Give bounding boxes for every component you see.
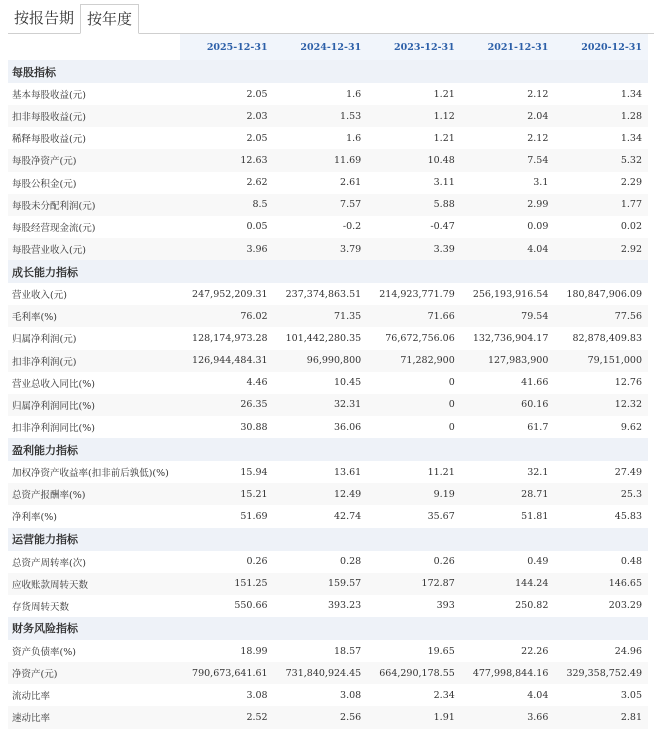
value-cell: 12.49 <box>274 483 368 505</box>
value-cell: 7.57 <box>274 194 368 216</box>
value-cell: 146.65 <box>554 573 648 595</box>
value-cell: 2.99 <box>461 194 555 216</box>
value-cell: 8.5 <box>180 194 274 216</box>
table-header-row <box>8 34 648 60</box>
column-header: 2021-12-31 <box>461 34 555 60</box>
value-cell: 1.21 <box>433 132 455 144</box>
value-cell: 237,374,863.51 <box>285 288 362 300</box>
table-body <box>8 34 648 729</box>
value-cell: 2.03 <box>180 105 274 127</box>
table-row <box>8 505 648 527</box>
section-header-row <box>8 438 648 461</box>
table-row <box>8 551 648 573</box>
value-cell: 4.04 <box>527 689 549 701</box>
value-cell: 0.48 <box>620 556 642 568</box>
value-cell: 2.05 <box>246 132 268 144</box>
value-cell: 247,952,209.31 <box>192 288 268 300</box>
value-cell: 4.46 <box>246 377 268 389</box>
row-label: 净利率(%) <box>12 512 57 524</box>
row-label: 扣非净利润(元) <box>8 350 180 372</box>
value-cell: 76,672,756.06 <box>385 332 455 344</box>
row-label: 扣非每股收益(元) <box>8 105 180 127</box>
value-cell: 19.65 <box>427 645 455 657</box>
value-cell: 15.94 <box>240 466 268 478</box>
value-cell: 2.81 <box>554 706 648 728</box>
table-row <box>8 595 648 617</box>
value-cell: 2.12 <box>527 132 549 144</box>
section-title: 财务风险指标 <box>8 617 648 640</box>
value-cell: 0.28 <box>340 556 362 568</box>
value-cell: 32.31 <box>274 394 368 416</box>
table-row <box>8 706 648 728</box>
value-cell: 12.63 <box>180 149 274 171</box>
value-cell: 151.25 <box>180 573 274 595</box>
row-label: 每股公积金(元) <box>12 178 77 190</box>
row-label: 归属净利润同比(%) <box>8 394 180 416</box>
value-cell: 79.54 <box>461 305 555 327</box>
table-row <box>8 194 648 216</box>
value-cell: 60.16 <box>461 394 555 416</box>
value-cell: 1.34 <box>620 88 642 100</box>
row-label: 每股净资产(元) <box>8 149 180 171</box>
section-title: 运营能力指标 <box>8 528 648 551</box>
table-row <box>8 483 648 505</box>
value-cell: 159.57 <box>274 573 368 595</box>
value-cell: 3.08 <box>246 689 268 701</box>
value-cell: 2.92 <box>554 238 648 260</box>
value-cell: 96,990,800 <box>274 350 368 372</box>
value-cell: 2.29 <box>620 177 642 189</box>
row-label: 总资产报酬率(%) <box>8 483 180 505</box>
value-cell: 664,290,178.55 <box>367 662 461 684</box>
value-cell: 126,944,484.31 <box>180 350 274 372</box>
row-label: 加权净资产收益率(扣非前后孰低)(%) <box>12 468 169 480</box>
row-label: 每股经营现金流(元) <box>12 222 96 234</box>
value-cell: 82,878,409.83 <box>572 332 642 344</box>
value-cell: 22.26 <box>521 645 549 657</box>
value-cell: 127,983,900 <box>461 350 555 372</box>
value-cell: 0.26 <box>246 556 268 568</box>
value-cell: 144.24 <box>461 573 555 595</box>
table-row <box>8 172 648 194</box>
value-cell: -0.2 <box>342 221 362 233</box>
value-cell: 11.69 <box>274 149 368 171</box>
table-row <box>8 573 648 595</box>
value-cell: 1.77 <box>554 194 648 216</box>
value-cell: 0 <box>448 421 455 433</box>
row-label: 每股营业收入(元) <box>8 238 180 260</box>
value-cell: 0.26 <box>433 556 455 568</box>
value-cell: 0 <box>367 394 461 416</box>
value-cell: 12.76 <box>614 377 642 389</box>
value-cell: 250.82 <box>515 600 549 612</box>
row-label: 总资产周转率(次) <box>12 557 86 569</box>
value-cell: 2.05 <box>246 88 268 100</box>
table-row <box>8 416 648 438</box>
value-cell: 0.49 <box>527 556 549 568</box>
table-row <box>8 216 648 238</box>
table-row <box>8 640 648 662</box>
value-cell: 1.53 <box>274 105 368 127</box>
row-label: 净资产(元) <box>8 662 180 684</box>
table-row <box>8 372 648 394</box>
value-cell: 2.12 <box>527 88 549 100</box>
tab-bar <box>8 4 139 34</box>
value-cell: 101,442,280.35 <box>285 332 362 344</box>
section-header-row <box>8 617 648 640</box>
table-row <box>8 305 648 327</box>
value-cell: 7.54 <box>461 149 555 171</box>
column-header: 2025-12-31 <box>180 34 274 60</box>
table-row <box>8 283 648 305</box>
value-cell: 3.39 <box>367 238 461 260</box>
value-cell: 3.1 <box>533 177 549 189</box>
value-cell: 214,923,771.79 <box>379 288 455 300</box>
value-cell: 11.21 <box>427 466 455 478</box>
value-cell: 71,282,900 <box>367 350 461 372</box>
value-cell: 3.79 <box>274 238 368 260</box>
value-cell: 61.7 <box>527 421 549 433</box>
column-header: 2023-12-31 <box>367 34 461 60</box>
value-cell: 731,840,924.45 <box>274 662 368 684</box>
value-cell: 132,736,904.17 <box>472 332 549 344</box>
value-cell: 12.32 <box>554 394 648 416</box>
value-cell: 2.34 <box>433 689 455 701</box>
value-cell: 77.56 <box>554 305 648 327</box>
section-header-row <box>8 260 648 283</box>
table-row <box>8 127 648 149</box>
value-cell: 4.04 <box>461 238 555 260</box>
row-label: 营业收入(元) <box>12 290 67 302</box>
value-cell: 2.62 <box>246 177 268 189</box>
row-label: 营业总收入同比(%) <box>12 378 95 390</box>
value-cell: 393 <box>436 600 455 612</box>
value-cell: 3.05 <box>620 689 642 701</box>
section-title: 盈利能力指标 <box>8 438 648 461</box>
value-cell: 24.96 <box>614 645 642 657</box>
row-label: 稀释每股收益(元) <box>12 134 86 146</box>
value-cell: 35.67 <box>427 510 455 522</box>
table-row <box>8 394 648 416</box>
value-cell: 18.57 <box>333 645 362 657</box>
table-row <box>8 327 648 349</box>
value-cell: 2.61 <box>340 177 362 189</box>
value-cell: 3.08 <box>340 689 362 701</box>
tab-by-year[interactable]: 按年度 <box>80 4 139 34</box>
value-cell: 13.61 <box>333 466 362 478</box>
row-label: 基本每股收益(元) <box>12 90 86 102</box>
value-cell: 128,174,973.28 <box>192 332 268 344</box>
value-cell: 51.81 <box>521 510 549 522</box>
value-cell: 10.48 <box>367 149 461 171</box>
section-header-row <box>8 60 648 83</box>
value-cell: 9.62 <box>620 421 642 433</box>
table-row <box>8 83 648 105</box>
value-cell: 76.02 <box>180 305 274 327</box>
value-cell: 26.35 <box>180 394 274 416</box>
value-cell: 5.32 <box>554 149 648 171</box>
value-cell: 41.66 <box>521 377 549 389</box>
table-row <box>8 662 648 684</box>
value-cell: 79,151,000 <box>554 350 648 372</box>
value-cell: 3.11 <box>433 177 455 189</box>
row-label: 毛利率(%) <box>8 305 180 327</box>
value-cell: 0.05 <box>246 221 268 233</box>
row-label: 流动比率 <box>12 691 51 703</box>
table-row <box>8 684 648 706</box>
section-title: 成长能力指标 <box>8 260 648 283</box>
table-row <box>8 105 648 127</box>
value-cell: 477,998,844.16 <box>461 662 555 684</box>
value-cell: 32.1 <box>527 466 549 478</box>
value-cell: 3.96 <box>180 238 274 260</box>
value-cell: 329,358,752.49 <box>554 662 648 684</box>
value-cell: 27.49 <box>614 466 642 478</box>
value-cell: 2.52 <box>180 706 274 728</box>
section-header-row <box>8 528 648 551</box>
financial-indicators-table <box>8 34 648 729</box>
section-title: 每股指标 <box>8 60 648 83</box>
value-cell: 42.74 <box>333 510 362 522</box>
row-label: 资产负债率(%) <box>12 647 76 659</box>
row-label: 扣非净利润同比(%) <box>12 423 95 435</box>
row-label: 应收账款周转天数 <box>8 573 180 595</box>
value-cell: 5.88 <box>367 194 461 216</box>
table-row <box>8 149 648 171</box>
value-cell: 1.21 <box>433 88 455 100</box>
value-cell: 51.69 <box>240 510 268 522</box>
value-cell: 18.99 <box>240 645 268 657</box>
value-cell: 30.88 <box>240 421 268 433</box>
value-cell: 550.66 <box>234 600 268 612</box>
value-cell: 25.3 <box>554 483 648 505</box>
value-cell: 790,673,641.61 <box>180 662 274 684</box>
value-cell: 172.87 <box>367 573 461 595</box>
value-cell: 36.06 <box>333 421 362 433</box>
value-cell: 1.12 <box>367 105 461 127</box>
row-label: 归属净利润(元) <box>12 334 77 346</box>
value-cell: 1.91 <box>367 706 461 728</box>
value-cell: 180,847,906.09 <box>566 288 642 300</box>
header-corner <box>8 34 180 60</box>
value-cell: -0.47 <box>430 221 455 233</box>
value-cell: 45.83 <box>614 510 642 522</box>
value-cell: 71.35 <box>274 305 368 327</box>
value-cell: 1.34 <box>620 132 642 144</box>
value-cell: 0 <box>448 377 455 389</box>
value-cell: 0.02 <box>620 221 642 233</box>
value-cell: 71.66 <box>367 305 461 327</box>
value-cell: 0.09 <box>527 221 549 233</box>
value-cell: 1.6 <box>346 88 362 100</box>
table-row <box>8 350 648 372</box>
value-cell: 1.28 <box>554 105 648 127</box>
value-cell: 9.19 <box>367 483 461 505</box>
value-cell: 2.56 <box>274 706 368 728</box>
row-label: 速动比率 <box>8 706 180 728</box>
value-cell: 15.21 <box>180 483 274 505</box>
table-row <box>8 461 648 483</box>
value-cell: 3.66 <box>461 706 555 728</box>
value-cell: 256,193,916.54 <box>472 288 549 300</box>
column-header: 2024-12-31 <box>274 34 368 60</box>
value-cell: 1.6 <box>346 132 362 144</box>
value-cell: 2.04 <box>461 105 555 127</box>
value-cell: 203.29 <box>608 600 642 612</box>
row-label: 存货周转天数 <box>12 601 70 613</box>
value-cell: 393.23 <box>327 600 362 612</box>
table-row <box>8 238 648 260</box>
tab-by-report-period[interactable]: 按报告期 <box>14 9 75 27</box>
value-cell: 28.71 <box>461 483 555 505</box>
row-label: 每股未分配利润(元) <box>8 194 180 216</box>
value-cell: 10.45 <box>333 377 362 389</box>
column-header: 2020-12-31 <box>554 34 648 60</box>
